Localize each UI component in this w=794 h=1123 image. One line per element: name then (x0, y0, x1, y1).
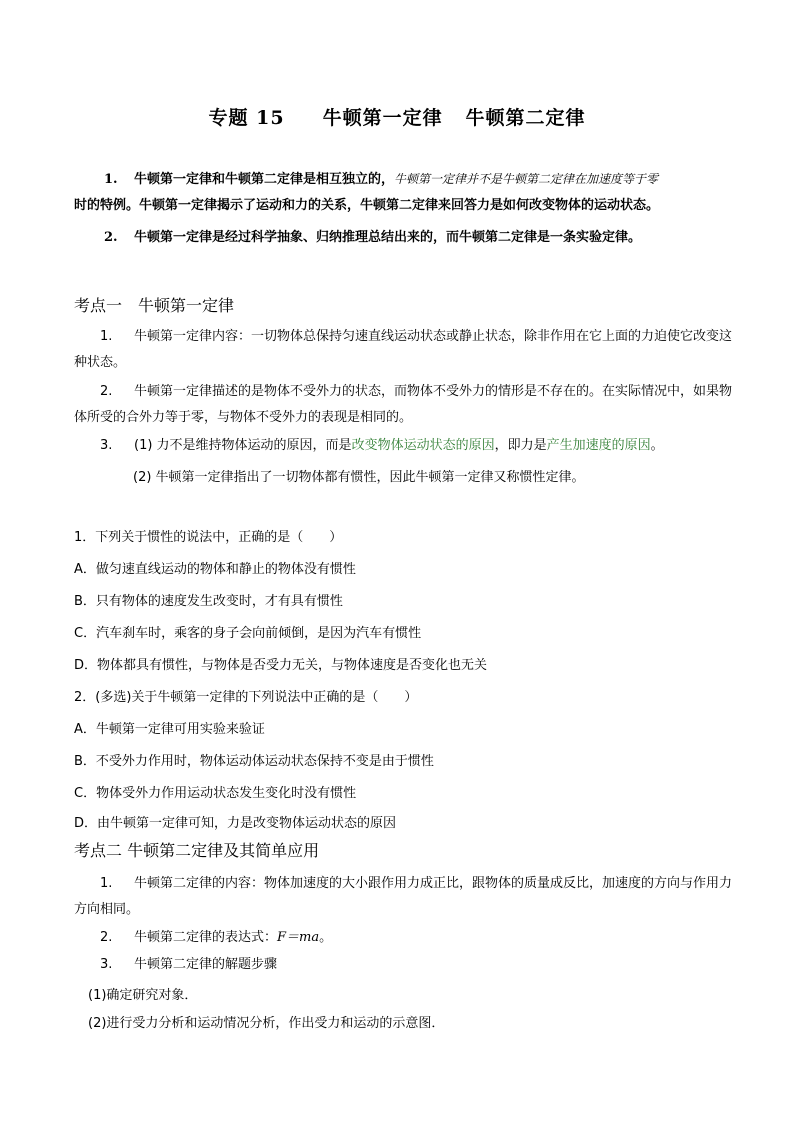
step-2: (2)进行受力分析和运动情况分析，作出受力和运动的示意图． (88, 1016, 445, 1031)
question-1-option-c: C．汽车刹车时，乘客的身子会向前倾倒，是因为汽车有惯性 (74, 626, 422, 641)
page-title (0, 103, 794, 130)
question-2-option-d: D．由牛顿第一定律可知，力是改变物体运动状态的原因 (74, 816, 397, 831)
question-2-option-b: B．不受外力作用时，物体运动体运动状态保持不变是由于惯性 (74, 754, 434, 769)
question-1-option-b: B．只有物体的速度发生改变时，才有具有惯性 (74, 594, 343, 609)
section1-point-3-sub-2: (2) 牛顿第一定律指出了一切物体都有惯性，因此牛顿第一定律又称惯性定律。 (133, 470, 585, 485)
intro-point-2: 2. 牛顿第一定律是经过科学抽象、归纳推理总结出来的，而牛顿第二定律是一条实验定律。 (104, 230, 642, 245)
highlight-text: 产生加速度的原因 (546, 438, 651, 453)
formula: F＝ma (277, 930, 320, 945)
highlight-text: 改变物体运动状态的原因 (351, 438, 495, 453)
section2-point-3: 3. 牛顿第二定律的解题步骤 (100, 957, 278, 972)
section-heading-1: 考点一 牛顿第一定律 (74, 296, 235, 315)
question-2-option-c: C．物体受外力作用运动状态发生变化时没有惯性 (74, 786, 357, 801)
question-2-stem: 2．(多选)关于牛顿第一定律的下列说法中正确的是（ ） (74, 690, 418, 705)
question-1-option-a: A．做匀速直线运动的物体和静止的物体没有惯性 (74, 562, 356, 577)
question-1-stem: 1．下列关于惯性的说法中，正确的是（ ） (74, 530, 343, 545)
title-first-law: 牛顿第一定律 (322, 107, 443, 129)
question-2-option-a: A．牛顿第一定律可用实验来验证 (74, 722, 265, 737)
section-heading-2: 考点二 牛顿第二定律及其简单应用 (74, 841, 320, 860)
title-second-law: 牛顿第二定律 (465, 107, 586, 129)
section1-point-3: 3. (1) 力不是维持物体运动的原因，而是改变物体运动状态的原因，即力是产生加速度的原因。 (100, 438, 664, 453)
section2-point-2: 2. 牛顿第二定律的表达式：F＝ma。 (100, 930, 333, 945)
section2-point-1: 1. 牛顿第二定律的内容：物体加速度的大小跟作用力成正比，跟物体的质量成反比，加速度的方向与作用力方向相同。 (74, 876, 733, 917)
section1-point-1: 1. 牛顿第一定律内容：一切物体总保持匀速直线运动状态或静止状态，除非作用在它上面的力迫使它改变这种状态。 (74, 329, 733, 370)
question-1-option-d: D．物体都具有惯性，与物体是否受力无关，与物体速度是否变化也无关 (74, 658, 488, 673)
section1-point-2: 2. 牛顿第一定律描述的是物体不受外力的状态，而物体不受外力的情形是不存在的。在实际情况中，如果物体所受的合外力等于零，与物体不受外力的表现是相同的。 (74, 384, 733, 425)
title-topic: 专题 15 (208, 107, 285, 129)
step-1: (1)确定研究对象． (88, 988, 198, 1003)
intro-point-1: 1. 牛顿第一定律和牛顿第二定律是相互独立的，牛顿第一定律并不是牛顿第二定律在加速度等于零 时的特例。牛顿第一定律揭示了运动和力的关系，牛顿第二定律来回答力是如何改变物体的运动状态。 (74, 172, 660, 213)
